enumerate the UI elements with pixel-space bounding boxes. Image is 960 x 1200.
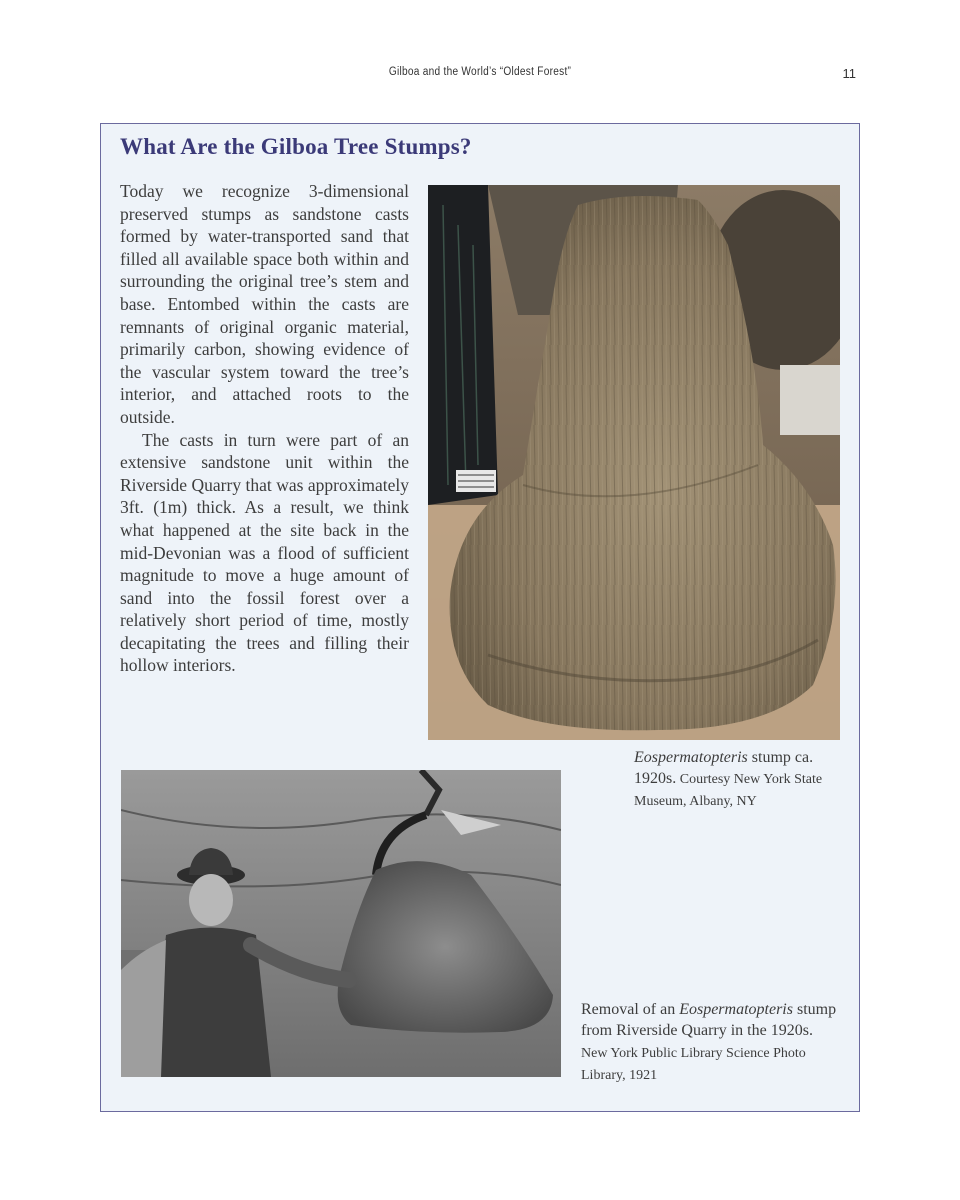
body-paragraph-2: The casts in turn were part of an extensive sandstone unit within the Riverside Quarry that was approximately 3ft. (1m) thick. As a result, we think what happened at the site back in the mid-Devonian was a flood of sufficient magnitude to move a huge amount of sand into the fossil forest over a relatively short period of time, mostly decapitating the trees and filling their hollow interiors. bbox=[120, 429, 409, 676]
quarry-removal-photo bbox=[121, 770, 561, 1077]
page-number: 11 bbox=[842, 66, 856, 81]
caption-text: stump ca. 1920s. bbox=[634, 749, 814, 787]
quarry-photo-caption bbox=[581, 999, 841, 1086]
caption-text-before: Removal of an bbox=[581, 1001, 680, 1018]
running-header bbox=[0, 66, 960, 86]
caption-genus: Eospermatopteris bbox=[679, 1001, 793, 1018]
caption-genus: Eospermatopteris bbox=[634, 749, 748, 766]
fossil-stump-photo bbox=[428, 185, 840, 740]
sidebar-title: What Are the Gilboa Tree Stumps? bbox=[120, 134, 472, 159]
caption-credit: Courtesy New York State Museum, Albany, NY bbox=[634, 772, 823, 809]
fossil-stump-illustration bbox=[428, 185, 840, 740]
caption-credit: New York Public Library Science Photo Library, 1921 bbox=[581, 1046, 806, 1083]
caption-text-after: stump from Riverside Quarry in the 1920s. bbox=[581, 1001, 837, 1039]
sidebar-box bbox=[100, 123, 860, 1112]
stump-photo-caption bbox=[634, 747, 844, 812]
quarry-removal-illustration bbox=[121, 770, 561, 1077]
running-title: Gilboa and the World’s “Oldest Forest” bbox=[388, 66, 572, 78]
sidebar-body bbox=[120, 180, 409, 677]
body-paragraph-1: Today we recognize 3-dimensional preserved stumps as sandstone casts formed by water-transported sand that filled all available space both within and surrounding the original tree’s stem and base. Entombed within the casts are remnants of original organic material, primarily carbon, showing evidence of the vascular system toward the tree’s interior, and attached roots to the outside. bbox=[120, 181, 409, 427]
